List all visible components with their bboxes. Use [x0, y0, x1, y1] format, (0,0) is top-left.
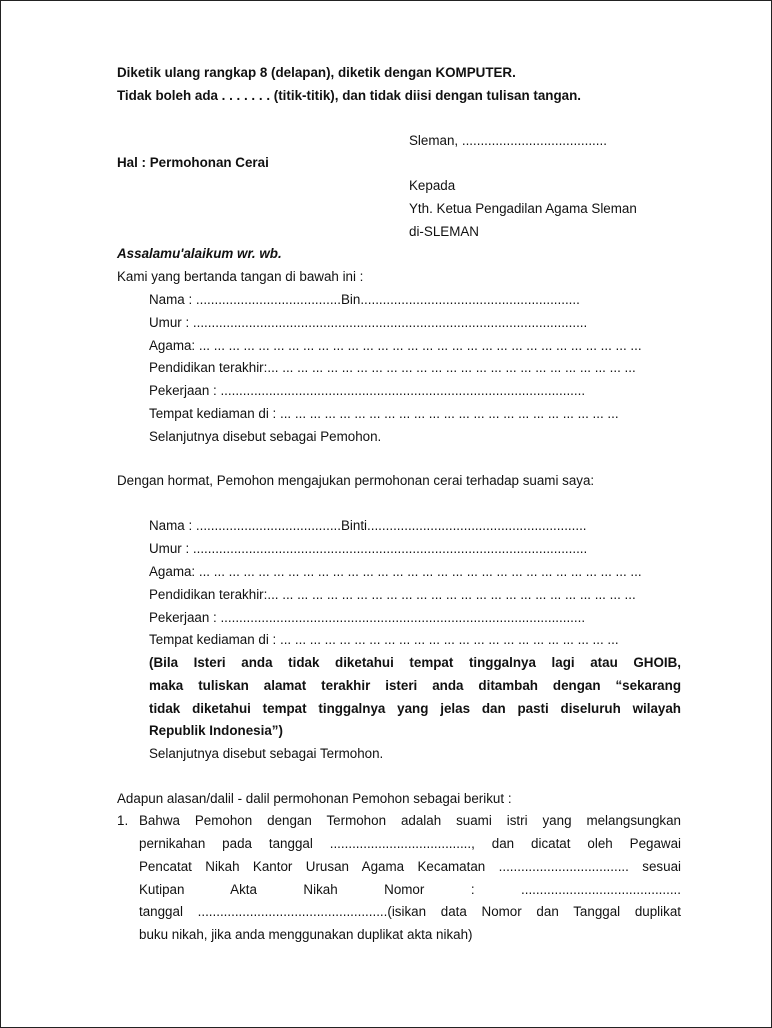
- applicant-called-line: Selanjutnya disebut sebagai Pemohon.: [149, 429, 382, 444]
- applicant-occupation-field: Pekerjaan : ..................................................................................................: [149, 383, 586, 398]
- applicant-name-field: Nama : .......................................Bin...........................................................: [149, 292, 580, 307]
- applicant-education-field: Pendidikan terakhir:... ... ... ... ... ... ... ... ... ... ... ... ... ... ... ... ... ... ... ... ... ... ... ... ...: [149, 360, 636, 375]
- recipient-line-2: Yth. Ketua Pengadilan Agama Sleman: [409, 201, 637, 216]
- ghoib-note-line-2: maka tuliskan alamat terakhir isteri anda ditambah dengan “sekarang: [149, 678, 681, 693]
- reasons-intro: Adapun alasan/dalil - dalil permohonan Pemohon sebagai berikut :: [117, 791, 512, 806]
- respondent-occupation-field: Pekerjaan : ..................................................................................................: [149, 610, 586, 625]
- applicant-residence-field: Tempat kediaman di : ... ... ... ... ... ... ... ... ... ... ... ... ... ... ... ... ... ... ... ... ... ... ...: [149, 406, 619, 421]
- reason-item-line-3: Pencatat Nikah Kantor Urusan Agama Kecamatan ................................... sesuai: [139, 859, 681, 874]
- reason-item-line-6: buku nikah, jika anda menggunakan duplikat akta nikah): [139, 927, 473, 942]
- ghoib-note-line-4: Republik Indonesia”): [149, 723, 283, 738]
- respondent-education-field: Pendidikan terakhir:... ... ... ... ... ... ... ... ... ... ... ... ... ... ... ... ... ... ... ... ... ... ... ... ...: [149, 587, 636, 602]
- respondent-age-field: Umur : ..........................................................................................................: [149, 541, 588, 556]
- respondent-religion-field: Agama: ... ... ... ... ... ... ... ... ... ... ... ... ... ... ... ... ... ... ... ... ... ... ... ... ... ... ... ... ... ...: [149, 564, 642, 579]
- respondent-name-field: Nama : .......................................Binti...........................................................: [149, 518, 587, 533]
- respondent-called-line: Selanjutnya disebut sebagai Termohon.: [149, 746, 384, 761]
- reason-item-line-1: Bahwa Pemohon dengan Termohon adalah suami istri yang melangsungkan: [139, 813, 681, 828]
- notice-line-1: Diketik ulang rangkap 8 (delapan), diketik dengan KOMPUTER.: [117, 65, 516, 80]
- respect-line: Dengan hormat, Pemohon mengajukan permohonan cerai terhadap suami saya:: [117, 473, 595, 488]
- greeting: Assalamu'alaikum wr. wb.: [117, 246, 282, 261]
- applicant-age-field: Umur : ..........................................................................................................: [149, 315, 588, 330]
- applicant-religion-field: Agama: ... ... ... ... ... ... ... ... ... ... ... ... ... ... ... ... ... ... ... ... ... ... ... ... ... ... ... ... ... ...: [149, 338, 642, 353]
- reason-item-line-4: Kutipan Akta Nikah Nomor : ...........................................: [139, 882, 681, 897]
- recipient-line-1: Kepada: [409, 178, 456, 193]
- reason-item-line-2: pernikahan pada tanggal ......................................, dan dicatat oleh Pegawai: [139, 836, 681, 851]
- ghoib-note-line-1: (Bila Isteri anda tidak diketahui tempat tinggalnya lagi atau GHOIB,: [149, 655, 681, 670]
- reason-item-number: 1.: [117, 813, 129, 828]
- place-date: Sleman, .......................................: [409, 133, 607, 148]
- recipient-line-3: di-SLEMAN: [409, 224, 479, 239]
- intro-line: Kami yang bertanda tangan di bawah ini :: [117, 269, 364, 284]
- notice-line-2: Tidak boleh ada . . . . . . . (titik-titik), dan tidak diisi dengan tulisan tangan.: [117, 88, 582, 103]
- reason-item-line-5: tanggal ...................................................(isikan data Nomor dan Tanggal duplikat: [139, 904, 681, 919]
- subject-line: Hal : Permohonan Cerai: [117, 155, 269, 170]
- respondent-residence-field: Tempat kediaman di : ... ... ... ... ... ... ... ... ... ... ... ... ... ... ... ... ... ... ... ... ... ... ...: [149, 632, 619, 647]
- ghoib-note-line-3: tidak diketahui tempat tinggalnya yang jelas dan pasti diseluruh wilayah: [149, 701, 681, 716]
